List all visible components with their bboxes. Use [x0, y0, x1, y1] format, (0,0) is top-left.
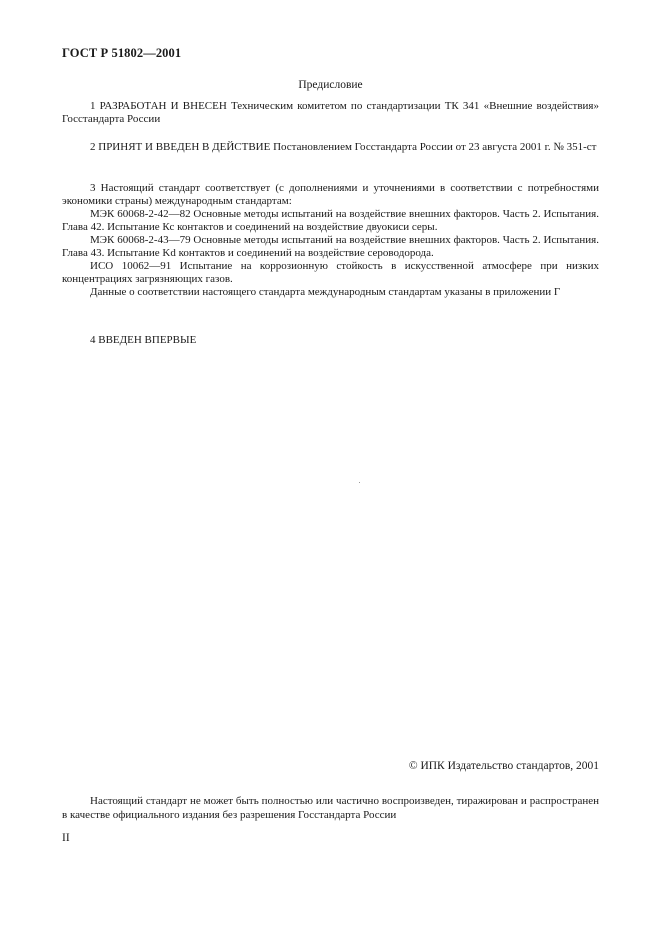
item-3-ref-iec-42: МЭК 60068-2-42—82 Основные методы испытаний на воздействие внешних факторов. Часть 2. Испытания. Глава 42. Испытание Кс контактов и соединений на воздействие двуокиси серы. [62, 208, 599, 233]
item-3-ref-iec-43: МЭК 60068-2-43—79 Основные методы испытаний на воздействие внешних факторов. Часть 2. Испытания. Глава 43. Испытание Kd контактов и соединений на воздействие сероводорода. [62, 234, 599, 259]
item-2-block [62, 141, 599, 154]
item-1-block [62, 100, 599, 126]
section-title: Предисловие [298, 79, 363, 91]
document-code: ГОСТ Р 51802—2001 [62, 46, 182, 60]
item-4-block [62, 334, 599, 347]
item-3-intro: 3 Настоящий стандарт соответствует (с дополнениями и уточнениями в соответствии с потребностями экономики страны) международным стандартам: [62, 182, 599, 207]
copyright-line: © ИПК Издательство стандартов, 2001 [408, 760, 599, 772]
item-3-block [62, 182, 599, 299]
item-3-note: Данные о соответствии настоящего стандарта международным стандартам указаны в приложении Г [90, 286, 561, 298]
reproduction-notice-block [62, 795, 599, 822]
scan-speck [359, 482, 360, 483]
page-number: II [62, 832, 70, 844]
item-4-text: 4 ВВЕДЕН ВПЕРВЫЕ [90, 334, 197, 346]
item-1-text: 1 РАЗРАБОТАН И ВНЕСЕН Техническим комитетом по стандартизации ТК 341 «Внешние воздействия» Госстандарта России [62, 100, 599, 125]
item-2-text: 2 ПРИНЯТ И ВВЕДЕН В ДЕЙСТВИЕ Постановлением Госстандарта России от 23 августа 2001 г. № 351-ст [90, 141, 597, 153]
reproduction-notice: Настоящий стандарт не может быть полностью или частично воспроизведен, тиражирован и распространен в качестве официального издания без разрешения Госстандарта России [62, 795, 599, 821]
item-3-ref-iso: ИСО 10062—91 Испытание на коррозионную стойкость в искусственной атмосфере при низких концентрациях загрязняющих газов. [62, 260, 599, 285]
